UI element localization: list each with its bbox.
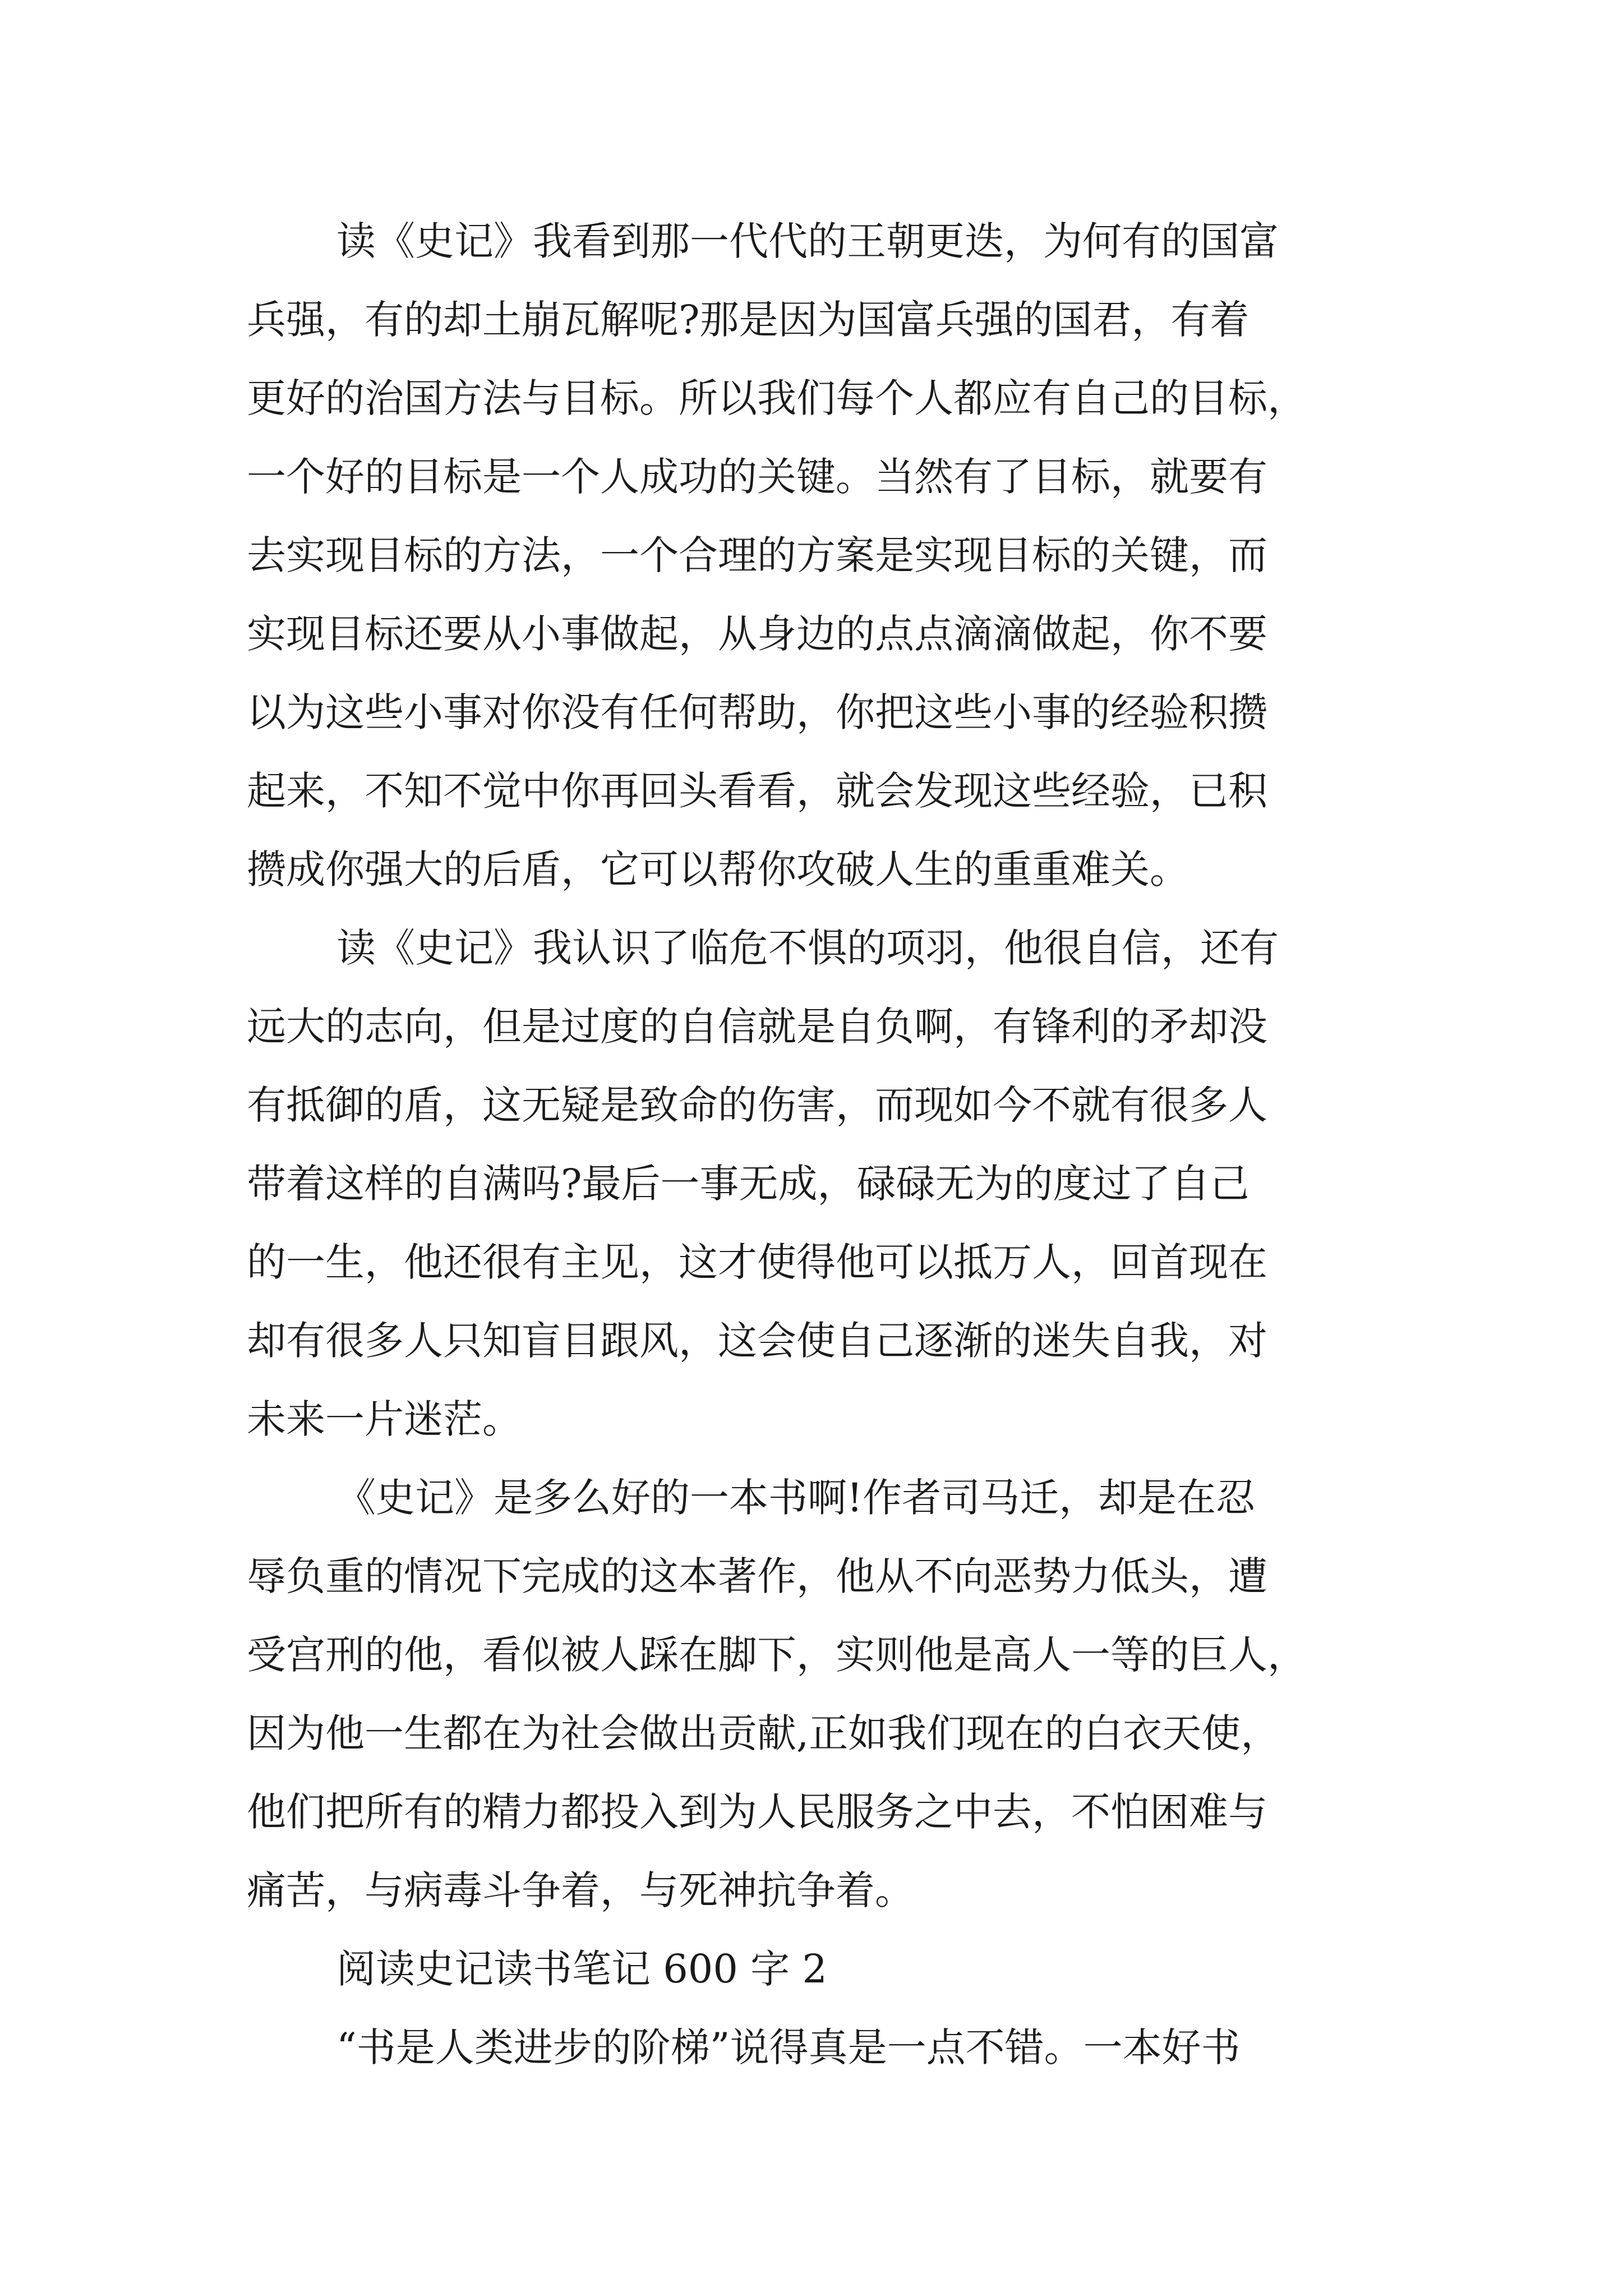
text-line: 未来一片迷茫。 [247,1396,522,1442]
text-line: 实现目标还要从小事做起，从身边的点点滴滴做起，你不要 [247,611,1267,657]
text-line: 去实现目标的方法，一个合理的方案是实现目标的关键，而 [247,532,1267,578]
text-line: 有抵御的盾，这无疑是致命的伤害，而现如今不就有很多人 [247,1082,1267,1128]
text-line: 读《史记》我看到那一代代的王朝更迭，为何有的国富 [336,218,1279,264]
text-line: 读《史记》我认识了临危不惧的项羽，他很自信，还有 [336,925,1279,971]
text-line: 受宫刑的他，看似被人踩在脚下，实则他是高人一等的巨人， [247,1632,1307,1678]
text-line: 兵强，有的却土崩瓦解呢?那是因为国富兵强的国君，有着 [247,297,1249,343]
text-line: 痛苦，与病毒斗争着，与死神抗争着。 [247,1867,914,1913]
section-heading: 阅读史记读书笔记 600 字 2 [336,1946,827,1992]
text-line: 因为他一生都在为社会做出贡献,正如我们现在的白衣天使， [247,1710,1280,1756]
text-line: 一个好的目标是一个人成功的关键。当然有了目标，就要有 [247,454,1267,500]
text-line: 带着这样的自满吗?最后一事无成，碌碌无为的度过了自己 [247,1161,1249,1207]
text-line: 攒成你强大的后盾，它可以帮你攻破人生的重重难关。 [247,846,1189,892]
text-line: 却有很多人只知盲目跟风，这会使自己逐渐的迷失自我，对 [247,1318,1267,1364]
text-line: 更好的治国方法与目标。所以我们每个人都应有自己的目标， [247,375,1307,421]
text-line: “书是人类进步的阶梯”说得真是一点不错。一本好书 [336,2024,1241,2070]
text-line: 《史记》是多么好的一本书啊!作者司马迁，却是在忍 [336,1475,1256,1521]
text-line: 以为这些小事对你没有任何帮助，你把这些小事的经验积攒 [247,689,1267,735]
text-line: 起来，不知不觉中你再回头看看，就会发现这些经验，已积 [247,768,1267,814]
text-line: 远大的志向，但是过度的自信就是自负啊，有锋利的矛却没 [247,1004,1267,1050]
text-line: 辱负重的情况下完成的这本著作，他从不向恶势力低头，遭 [247,1553,1267,1599]
text-line: 他们把所有的精力都投入到为人民服务之中去，不怕困难与 [247,1789,1267,1835]
text-line: 的一生，他还很有主见，这才使得他可以抵万人，回首现在 [247,1239,1267,1285]
